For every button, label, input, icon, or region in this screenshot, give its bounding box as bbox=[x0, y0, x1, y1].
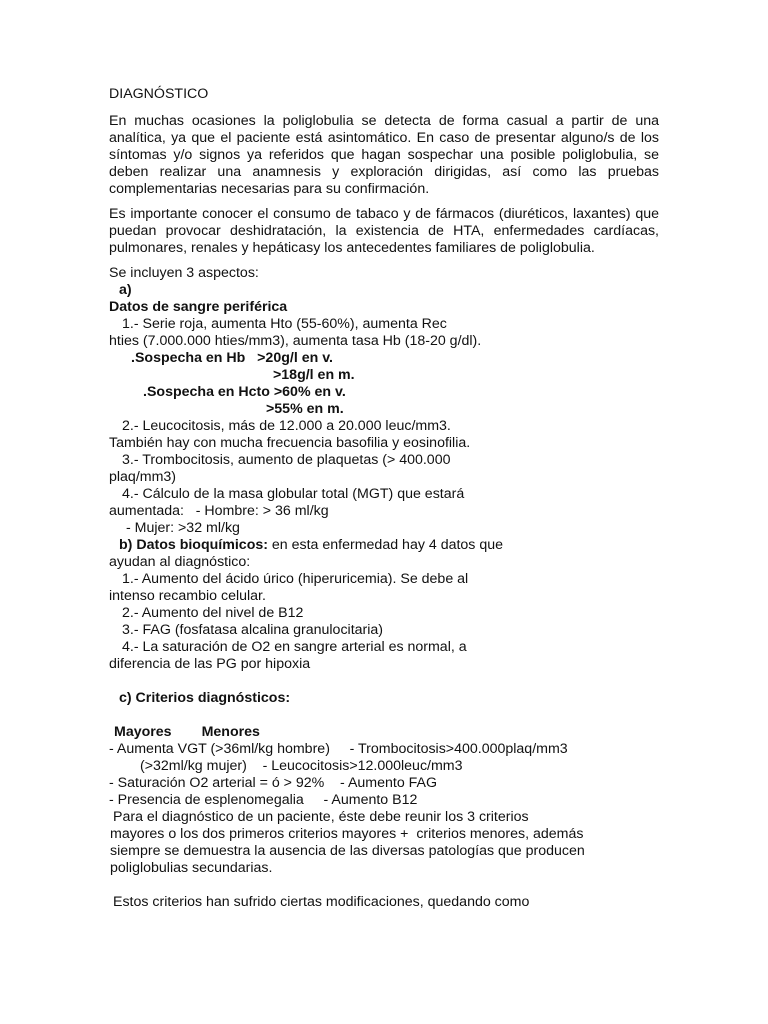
criteria-header-row bbox=[109, 724, 659, 741]
section-a-item-4c: - Mujer: >32 ml/kg bbox=[126, 520, 240, 536]
spacer bbox=[109, 673, 659, 690]
document-title: DIAGNÓSTICO bbox=[109, 86, 209, 102]
section-a-hcto-1: .Sospecha en Hcto >60% en v. bbox=[143, 384, 346, 400]
section-a-item-4b: aumentada: - Hombre: > 36 ml/kg bbox=[109, 503, 329, 519]
section-a-heading: Datos de sangre periférica bbox=[109, 299, 288, 315]
paragraph-intro: En muchas ocasiones la poliglobulia se detecta de forma casual a partir de una analítica, ya que el paciente está asintomático. En caso de presentar alguno/s de los síntomas y/o signos ya referidos que hagan sospechar una posible poliglobulia, se deben realizar una anamnesis y exploración dirigidas, así como las pruebas complementarias necesarias para su confirmación. bbox=[109, 113, 659, 197]
criteria-paragraph-2: mayores o los dos primeros criterios mayores + criterios menores, además bbox=[110, 826, 584, 842]
aspects-intro: Se incluyen 3 aspectos: bbox=[109, 265, 259, 281]
section-a-hb-1: .Sospecha en Hb >20g/l en v. bbox=[131, 350, 333, 366]
section-b-heading: b) Datos bioquímicos: bbox=[119, 537, 268, 553]
criteria-row-3: - Saturación O2 arterial = ó > 92% - Aumento FAG bbox=[109, 775, 438, 791]
section-b-heading-rest: en esta enfermedad hay 4 datos que bbox=[267, 537, 504, 553]
criteria-row-4: - Presencia de esplenomegalia - Aumento B12 bbox=[109, 792, 418, 808]
section-b-item-2: 2.- Aumento del nivel de B12 bbox=[122, 605, 304, 621]
spacer bbox=[109, 707, 659, 724]
criteria-paragraph-3: siempre se demuestra la ausencia de las diversas patologías que producen bbox=[110, 843, 585, 859]
section-a-item-4a: 4.- Cálculo de la masa globular total (MGT) que estará bbox=[122, 486, 465, 502]
section-b-item-1a: 1.- Aumento del ácido úrico (hiperuricemia). Se debe al bbox=[122, 571, 469, 587]
section-a-item-1a: 1.- Serie roja, aumenta Hto (55-60%), aumenta Rec bbox=[122, 316, 447, 332]
section-a-item-1b: hties (7.000.000 hties/mm3), aumenta tasa Hb (18-20 g/dl). bbox=[109, 333, 482, 349]
section-a-item-3b: plaq/mm3) bbox=[109, 469, 177, 485]
section-a-item-3a: 3.- Trombocitosis, aumento de plaquetas (> 400.000 bbox=[122, 452, 451, 468]
criteria-col-menores: Menores bbox=[201, 724, 260, 740]
criteria-paragraph-4: poliglobulias secundarias. bbox=[110, 860, 273, 876]
section-b-item-1b: intenso recambio celular. bbox=[109, 588, 266, 604]
section-b-heading-line bbox=[109, 537, 659, 554]
closing-line: Estos criterios han sufrido ciertas modificaciones, quedando como bbox=[113, 894, 530, 910]
section-b-item-4a: 4.- La saturación de O2 en sangre arterial es normal, a bbox=[122, 639, 467, 655]
spacer bbox=[109, 877, 659, 894]
section-b-line-0: ayudan al diagnóstico: bbox=[109, 554, 251, 570]
section-a-label: a) bbox=[119, 282, 132, 298]
criteria-row-1: - Aumenta VGT (>36ml/kg hombre) - Trombocitosis>400.000plaq/mm3 bbox=[109, 741, 568, 757]
section-a-item-2a: 2.- Leucocitosis, más de 12.000 a 20.000 leuc/mm3. bbox=[122, 418, 451, 434]
criteria-row-2: (>32ml/kg mujer) - Leucocitosis>12.000leuc/mm3 bbox=[140, 758, 463, 774]
section-c-heading: c) Criterios diagnósticos: bbox=[119, 690, 291, 706]
document-page bbox=[109, 86, 659, 911]
paragraph-history: Es importante conocer el consumo de tabaco y de fármacos (diuréticos, laxantes) que puedan provocar deshidratación, la existencia de HTA, enfermedades cardíacas, pulmonares, renales y hepáticasy los antecedentes familiares de poliglobulia. bbox=[109, 206, 659, 256]
criteria-col-mayores: Mayores bbox=[114, 724, 172, 740]
section-a-item-2b: También hay con mucha frecuencia basofilia y eosinofilia. bbox=[109, 435, 471, 451]
section-b-item-3: 3.- FAG (fosfatasa alcalina granulocitaria) bbox=[122, 622, 384, 638]
section-a-hcto-2: >55% en m. bbox=[266, 401, 344, 417]
criteria-paragraph-1: Para el diagnóstico de un paciente, éste debe reunir los 3 criterios bbox=[113, 809, 529, 825]
section-b-item-4b: diferencia de las PG por hipoxia bbox=[109, 656, 311, 672]
section-a-hb-2: >18g/l en m. bbox=[273, 367, 355, 383]
